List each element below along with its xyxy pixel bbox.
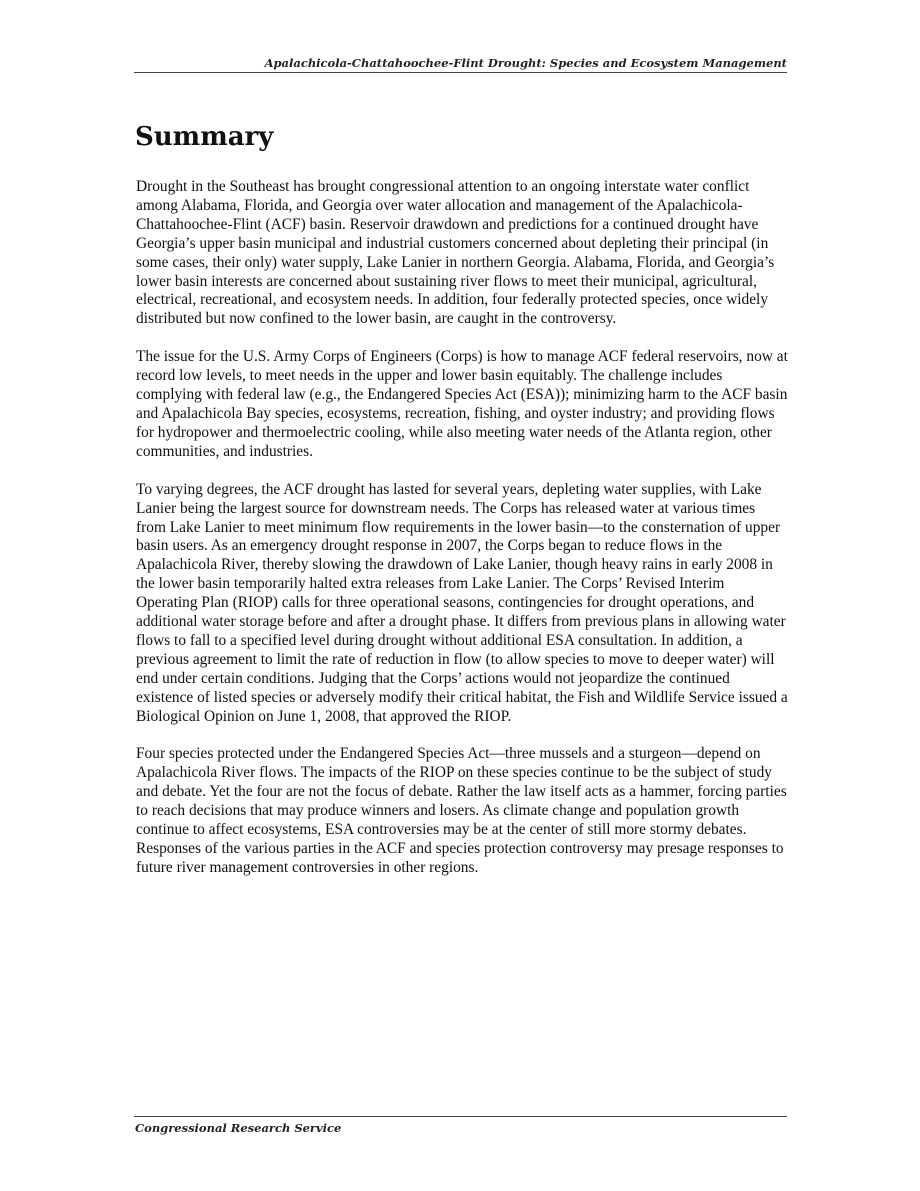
page-title: Summary xyxy=(135,122,274,152)
running-header: Apalachicola-Chattahoochee-Flint Drought: Species and Ecosystem Management xyxy=(264,56,787,70)
footer-divider xyxy=(134,1116,787,1117)
running-footer: Congressional Research Service xyxy=(135,1121,342,1135)
summary-body xyxy=(136,178,788,897)
paragraph-drought-overview: Drought in the Southeast has brought congressional attention to an ongoing interstate water conflict among Alabama, Florida, and Georgia over water allocation and management of the Apalachicola-Chattahoochee-Flint (ACF) basin. Reservoir drawdown and predictions for a continued drought have Georgia’s upper basin municipal and industrial customers concerned about depleting their principal (in some cases, their only) water supply, Lake Lanier in northern Georgia. Alabama, Florida, and Georgia’s lower basin interests are concerned about sustaining river flows to meet their municipal, agricultural, electrical, recreational, and ecosystem needs. In addition, four federally protected species, once widely distributed but now confined to the lower basin, are caught in the controversy. xyxy=(136,178,775,328)
paragraph-drought-history: To varying degrees, the ACF drought has lasted for several years, depleting water supplies, with Lake Lanier being the largest source for downstream needs. The Corps has released water at various times from Lake Lanier to meet minimum flow requirements in the lower basin—to the consternation of upper basin users. As an emergency drought response in 2007, the Corps began to reduce flows in the Apalachicola River, thereby slowing the drawdown of Lake Lanier, though heavy rains in early 2008 in the lower basin temporarily halted extra releases from Lake Lanier. The Corps’ Revised Interim Operating Plan (RIOP) calls for three operational seasons, contingencies for drought operations, and additional water storage before and after a drought phase. It differs from previous plans in allowing water flows to fall to a specified level during drought without additional ESA consultation. In addition, a previous agreement to limit the rate of reduction in flow (to allow species to move to deeper water) will end under certain conditions. Judging that the Corps’ actions would not jeopardize the continued existence of listed species or adversely modify their critical habitat, the Fish and Wildlife Service issued a Biological Opinion on June 1, 2008, that approved the RIOP. xyxy=(136,480,788,725)
paragraph-protected-species: Four species protected under the Endangered Species Act—three mussels and a sturgeon—depend on Apalachicola River flows. The impacts of the RIOP on these species continue to be the subject of study and debate. Yet the four are not the focus of debate. Rather the law itself acts as a hammer, forcing parties to reach decisions that may produce winners and losers. As climate change and population growth continue to affect ecosystems, ESA controversies may be at the center of still more stormy debates. Responses of the various parties in the ACF and species protection controversy may presage responses to future river management controversies in other regions. xyxy=(136,745,787,876)
paragraph-corps-issue: The issue for the U.S. Army Corps of Engineers (Corps) is how to manage ACF federal reservoirs, now at record low levels, to meet needs in the upper and lower basin equitably. The challenge includes complying with federal law (e.g., the Endangered Species Act (ESA)); minimizing harm to the ACF basin and Apalachicola Bay species, ecosystems, recreation, fishing, and oyster industry; and providing flows for hydropower and thermoelectric cooling, while also meeting water needs of the Atlanta region, other communities, and industries. xyxy=(136,348,788,460)
header-divider xyxy=(134,72,787,73)
